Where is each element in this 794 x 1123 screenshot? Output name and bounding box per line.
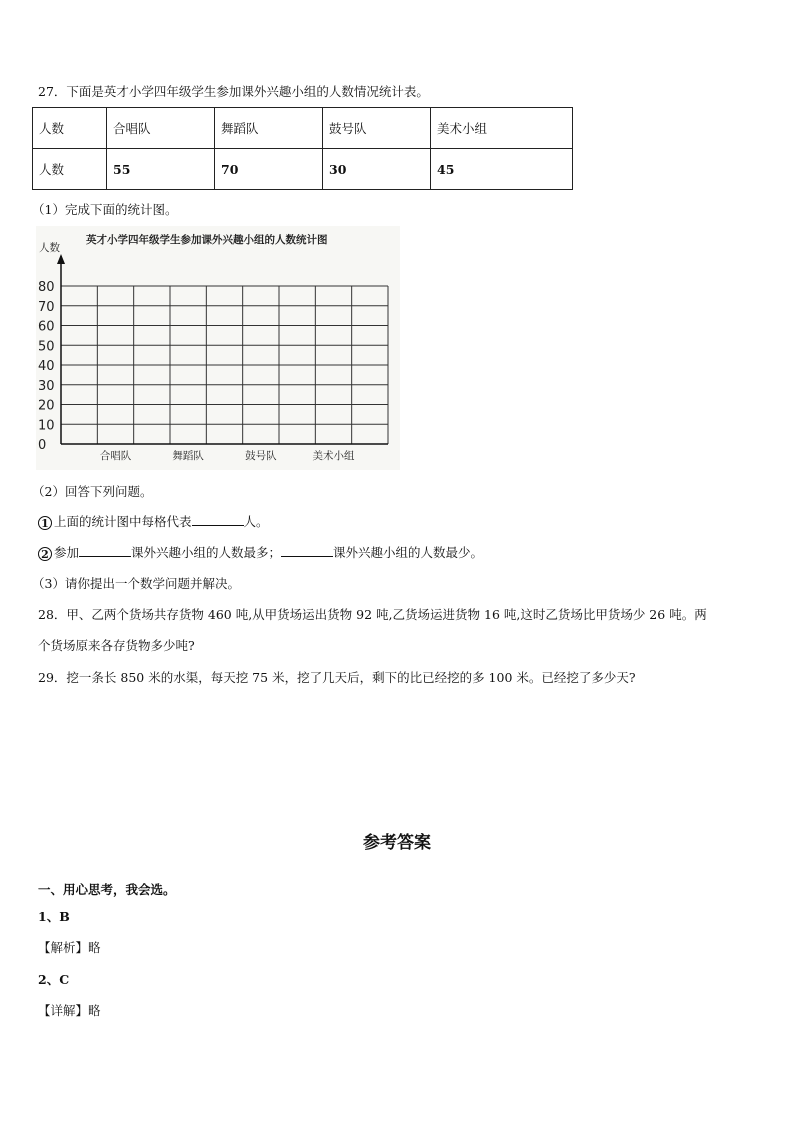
y-tick-label: 40 xyxy=(38,359,55,374)
q27-sub2 xyxy=(38,543,483,561)
stats-table xyxy=(32,107,573,190)
sub2-text-a: 参加 xyxy=(54,545,80,560)
table-cell: 人数 xyxy=(33,108,107,149)
answer-blank[interactable] xyxy=(79,545,131,557)
table-cell: 鼓号队 xyxy=(323,108,431,149)
y-tick-label: 80 xyxy=(38,280,55,295)
answer-blank[interactable] xyxy=(192,514,244,526)
table-cell: 70 xyxy=(215,149,323,190)
q28-line1: 28．甲、乙两个货场共存货物 460 吨,从甲货场运出货物 92 吨,乙货场运进货物 16 吨,这时乙货场比甲货场少 26 吨。两 xyxy=(38,607,707,622)
sub1-text-post: 人。 xyxy=(243,514,269,529)
y-tick-label: 60 xyxy=(38,319,55,335)
x-category-label: 舞蹈队 xyxy=(172,450,204,462)
sub2-text-c: 课外兴趣小组的人数最少。 xyxy=(333,545,484,560)
circled-number: 2 xyxy=(38,547,52,561)
answer-blank[interactable] xyxy=(281,545,333,557)
y-tick-label: 30 xyxy=(38,378,55,394)
q27-part3: （3）请你提出一个数学问题并解决。 xyxy=(32,576,240,591)
answer-explanation: 【详解】略 xyxy=(38,1003,101,1018)
q29-text: 29．挖一条长 850 米的水渠，每天挖 75 米，挖了几天后，剩下的比已经挖的多 100 米。已经挖了多少天? xyxy=(38,670,636,685)
answer-item-number: 1、B xyxy=(38,909,70,924)
table-cell: 45 xyxy=(431,149,573,190)
table-cell: 美术小组 xyxy=(431,108,573,149)
answers-title: 参考答案 xyxy=(363,833,431,853)
x-category-label: 美术小组 xyxy=(312,450,355,462)
table-cell: 30 xyxy=(323,149,431,190)
circled-number: 1 xyxy=(38,516,52,530)
x-category-label: 鼓号队 xyxy=(245,450,277,462)
answer-explanation: 【解析】略 xyxy=(38,940,101,955)
table-row xyxy=(33,149,573,190)
y-tick-label: 70 xyxy=(38,299,55,315)
y-tick-label: 0 xyxy=(38,438,47,453)
q27-part1: （1）完成下面的统计图。 xyxy=(32,202,178,217)
table-row xyxy=(33,108,573,149)
sub1-text-pre: 上面的统计图中每格代表 xyxy=(54,514,192,529)
y-axis-label: 人数 xyxy=(39,242,60,254)
table-cell: 55 xyxy=(107,149,215,190)
answer-item-number: 2、C xyxy=(38,972,70,987)
x-category-label: 合唱队 xyxy=(99,450,132,462)
chart-background xyxy=(36,226,400,470)
q28-line2: 个货场原来各存货物多少吨? xyxy=(38,638,195,653)
q27-heading: 27．下面是英才小学四年级学生参加课外兴趣小组的人数情况统计表。 xyxy=(38,84,429,99)
chart-title: 英才小学四年级学生参加课外兴趣小组的人数统计图 xyxy=(86,234,328,246)
q27-part2: （2）回答下列问题。 xyxy=(32,484,153,499)
sub2-text-b: 课外兴趣小组的人数最多； xyxy=(131,545,282,560)
y-tick-label: 20 xyxy=(38,398,55,414)
y-tick-label: 10 xyxy=(38,418,55,434)
answers-section-heading: 一、用心思考，我会选。 xyxy=(38,882,176,897)
q27-sub1 xyxy=(38,512,269,530)
table-cell: 合唱队 xyxy=(107,108,215,149)
table-cell: 人数 xyxy=(33,149,107,190)
y-tick-labels xyxy=(38,280,55,453)
table-cell: 舞蹈队 xyxy=(215,108,323,149)
bar-chart-grid xyxy=(36,226,400,470)
y-tick-label: 50 xyxy=(38,339,55,355)
